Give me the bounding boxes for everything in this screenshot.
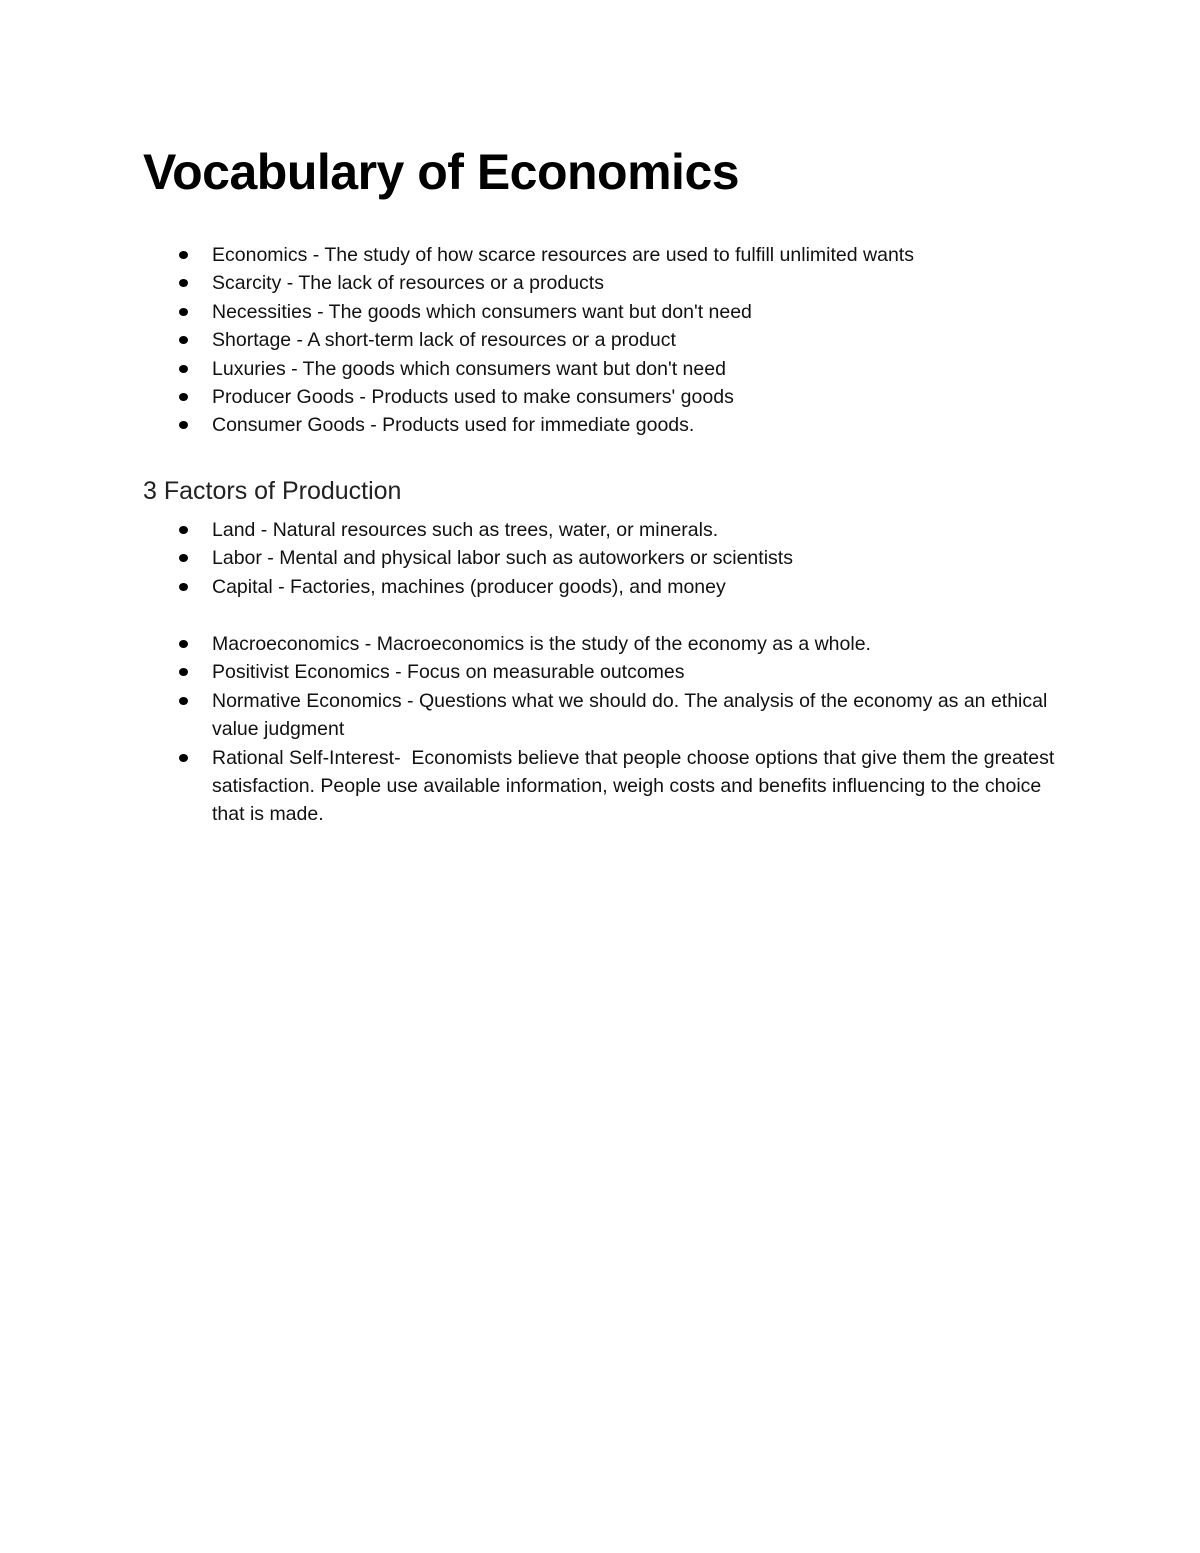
bullet-icon — [179, 365, 188, 373]
list-item-text: Positivist Economics - Focus on measurable outcomes — [212, 661, 685, 684]
bullet-icon — [179, 754, 188, 762]
bullet-icon — [179, 251, 188, 259]
list-item — [143, 383, 1073, 411]
list-item-text: Consumer Goods - Products used for immediate goods. — [212, 414, 695, 437]
additional-terms-list — [143, 630, 1073, 829]
list-item-text: Macroeconomics - Macroeconomics is the study of the economy as a whole. — [212, 633, 871, 655]
bullet-icon — [179, 640, 188, 648]
bullet-icon — [179, 279, 188, 287]
list-item — [143, 411, 1073, 439]
bullet-icon — [179, 393, 188, 401]
document-title: Vocabulary of Economics — [143, 144, 740, 200]
list-item — [143, 658, 1073, 686]
list-item-text: Necessities - The goods which consumers want but don't need — [212, 300, 752, 323]
list-item — [143, 544, 1073, 572]
list-item — [143, 630, 1073, 658]
list-item-text: Economics - The study of how scarce resources are used to fulfill unlimited wants — [212, 244, 914, 266]
list-item-text: Luxuries - The goods which consumers want but don't need — [212, 357, 726, 380]
list-item-text: Normative Economics - Questions what we should do. The analysis of the economy as an ethical value judgment — [212, 689, 1048, 741]
list-item-text: Scarcity - The lack of resources or a products — [212, 272, 604, 295]
vocabulary-list — [143, 241, 1073, 440]
bullet-icon — [179, 554, 188, 562]
list-item — [143, 269, 1073, 297]
list-item-text: Capital - Factories, machines (producer goods), and money — [212, 575, 726, 598]
list-item — [143, 516, 1073, 544]
list-item-text: Shortage - A short-term lack of resources or a product — [212, 329, 676, 352]
factors-heading: 3 Factors of Production — [143, 477, 402, 505]
list-item — [143, 573, 1073, 601]
bullet-icon — [179, 668, 188, 676]
list-item — [143, 241, 1073, 269]
list-item-text: Producer Goods - Products used to make consumers' goods — [212, 386, 734, 409]
bullet-icon — [179, 308, 188, 316]
factors-list — [143, 516, 1073, 601]
list-item — [143, 298, 1073, 326]
list-item — [143, 326, 1073, 354]
bullet-icon — [179, 583, 188, 591]
list-item — [143, 355, 1073, 383]
list-item-text: Rational Self-Interest- Economists believe that people choose options that give them the greatest satisfaction. People use available information, weigh costs and benefits influencing to the choice that is made. — [212, 746, 1060, 826]
bullet-icon — [179, 336, 188, 344]
bullet-icon — [179, 526, 188, 534]
bullet-icon — [179, 421, 188, 429]
list-item — [143, 744, 1073, 829]
list-item-text: Land - Natural resources such as trees, water, or minerals. — [212, 519, 719, 541]
list-item — [143, 687, 1073, 744]
bullet-icon — [179, 697, 188, 705]
list-item-text: Labor - Mental and physical labor such as autoworkers or scientists — [212, 547, 793, 570]
